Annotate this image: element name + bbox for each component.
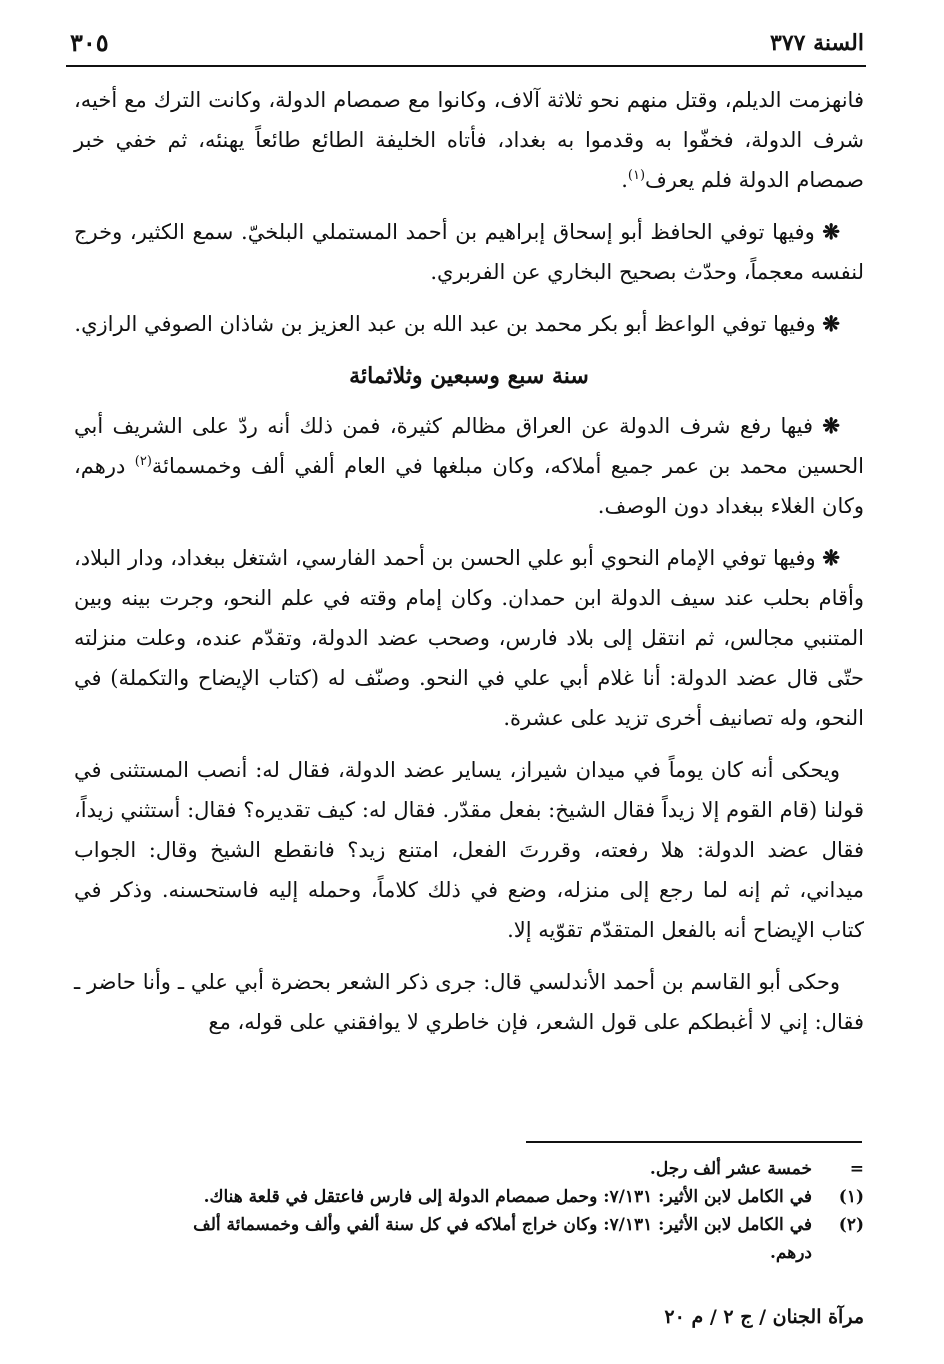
page-number: ٣٠٥ (70, 28, 109, 57)
paragraph-2-text: وفيها توفي الحافظ أبو إسحاق إبراهيم بن أحمد المستملي البلخيّ. سمع الكثير، وخرج لنفسه معجماً، وحدّث بصحيح البخاري عن الفربري. (74, 220, 864, 284)
paragraph-4-text-b: درهم، وكان الغلاء ببغداد دون الوصف. (74, 454, 864, 518)
asterism-icon: ❋ (822, 413, 840, 438)
paragraph-1-end: . (621, 168, 628, 192)
footnotes (74, 1155, 864, 1267)
footnote-continuation-marker: = (849, 1159, 864, 1179)
paragraph-2 (74, 212, 864, 292)
footnote-2-continuation: درهم. (770, 1243, 812, 1263)
running-head: السنة ٣٧٧ (770, 30, 864, 56)
asterism-icon: ❋ (822, 545, 840, 570)
asterism-icon: ❋ (822, 311, 840, 336)
footnote-2-marker: (٢) (838, 1215, 864, 1235)
footnote-1-text: في الكامل لابن الأثير: ٧/١٣١: وحمل صمصام الدولة إلى فارس فاعتقل في قلعة هناك. (203, 1187, 812, 1207)
header-rule (66, 65, 866, 67)
paragraph-3 (74, 304, 864, 344)
paragraph-7: وحكى أبو القاسم بن أحمد الأندلسي قال: جرى ذكر الشعر بحضرة أبي علي ـ وأنا حاضر ـ فقال: إني لا أغبطكم على قول الشعر، فإن خاطري لا يوافقني على قوله، مع (74, 970, 864, 1034)
paragraph-4-text-a: فيها رفع شرف الدولة عن العراق مظالم كثيرة، فمن ذلك أنه ردّ على الشريف أبي الحسين محمد بن عمر جميع أملاكه، وكان مبلغها في العام ألفي ألف وخمسمائة (74, 414, 864, 478)
paragraph-1 (74, 80, 864, 200)
section-heading: سنة سبع وسبعين وثلاثمائة (349, 363, 589, 389)
page-header (68, 24, 864, 64)
footnote-2 (74, 1211, 864, 1239)
asterism-icon: ❋ (822, 219, 840, 244)
footnote-continuation (74, 1155, 864, 1183)
paragraph-4 (74, 406, 864, 526)
footnote-1-marker: (١) (838, 1187, 864, 1207)
footnote-ref-1: (١) (627, 168, 646, 183)
paragraph-3-text: وفيها توفي الواعظ أبو بكر محمد بن عبد الله بن عبد العزيز بن شاذان الصوفي الرازي. (74, 312, 816, 336)
footnote-rule (526, 1141, 862, 1143)
paragraph-5-text: وفيها توفي الإمام النحوي أبو علي الحسن بن أحمد الفارسي، اشتغل ببغداد، ودار البلاد، وأقام بحلب عند سيف الدولة ابن حمدان. وكان إمام وقته في علم النحو، وجرت بينه وبين المتنبي مجالس، ثم انتقل إلى بلاد فارس، وصحب عضد الدولة، وتقدّم عنده، وعلت منزلته حتّى قال عضد الدولة: أنا غلام أبي علي في النحو. وصنّف له (كتاب الإيضاح والتكملة) في النحو، وله تصانيف أخرى تزيد على عشرة. (74, 546, 864, 730)
footnote-1 (74, 1183, 864, 1211)
footnote-2-text: في الكامل لابن الأثير: ٧/١٣١: وكان خراج أملاكه في كل سنة ألفي وألف وخمسمائة ألف (193, 1215, 812, 1235)
signature-mark: مرآة الجنان / ج ٢ / م ٢٠ (664, 1306, 864, 1328)
paragraph-1-text: فانهزمت الديلم، وقتل منهم نحو ثلاثة آلاف، وكانوا مع صمصام الدولة، وكانت الترك مع أخيه، شرف الدولة، فخفّوا به وقدموا به بغداد، فأتاه الخليفة الطائع طائعاً يهنئه، ثم خفي خبر صمصام الدولة فلم يعرف (74, 88, 864, 192)
paragraph-6: ويحكى أنه كان يوماً في ميدان شيراز، يساير عضد الدولة، فقال له: أنصب المستثنى في قولنا (قام القوم إلا زيداً فقال الشيخ: بفعل مقدّر. فقال له: كيف تقديره؟ فقال: أستثني زيداً، فقال عضد الدولة: هلا رفعته، وقررتَ الفعل، امتنع زيد؟ فانقطع الشيخ وقال: الجواب ميداني، ثم إنه لما رجع إلى منزله، وضع في ذلك كلاماً، وحمله إليه فاستحسنه. وذكر في كتاب الإيضاح أنه بالفعل المتقدّم تقوّيه إلا. (74, 758, 864, 942)
footnote-ref-2: (٢) (134, 454, 152, 469)
paragraph-5 (74, 538, 864, 738)
footnote-continuation-text: خمسة عشر ألف رجل. (649, 1159, 812, 1179)
main-text (74, 80, 864, 1054)
